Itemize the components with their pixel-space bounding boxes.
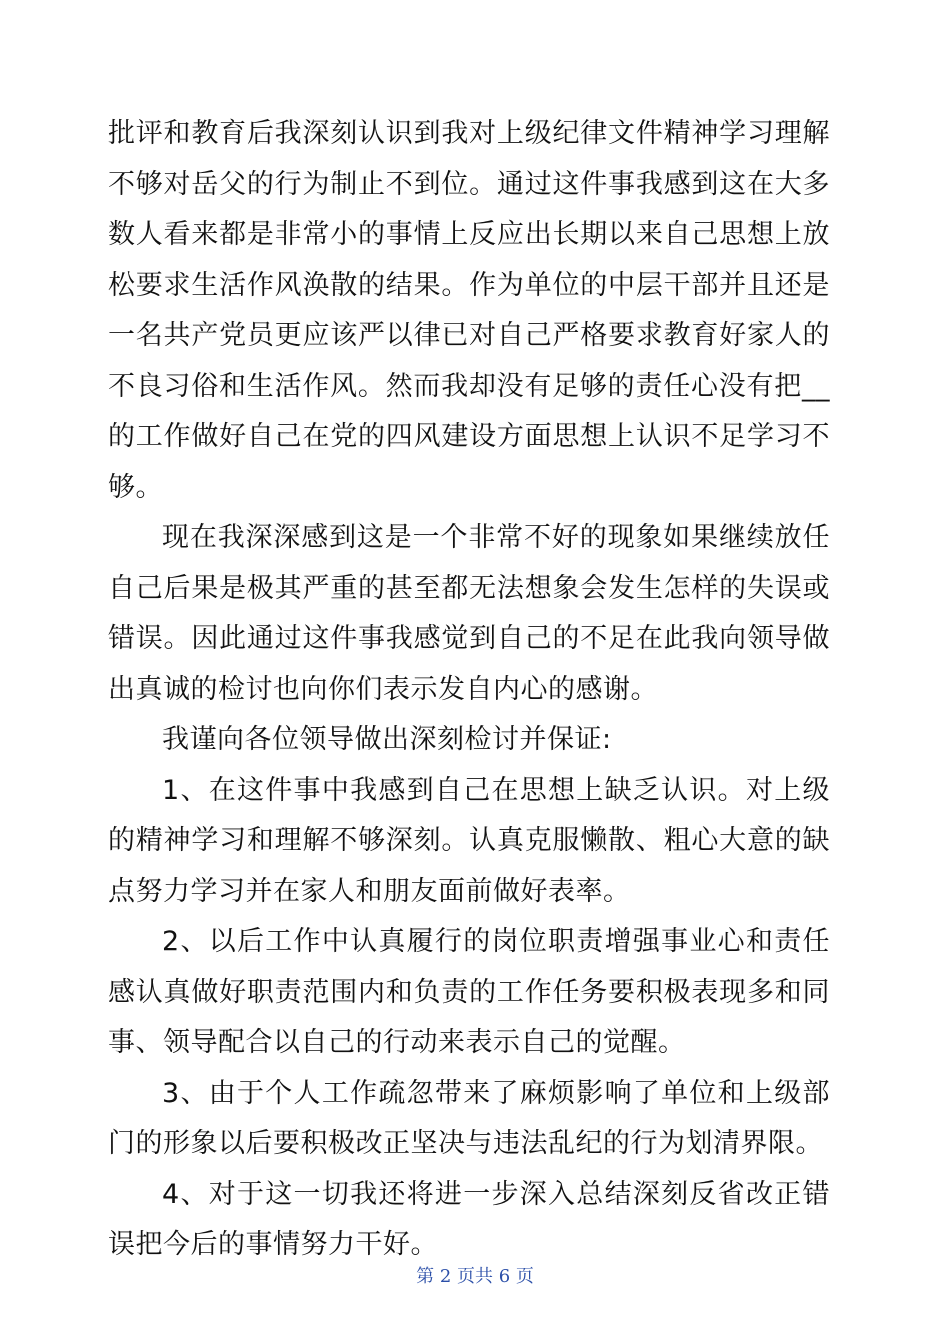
document-body (108, 109, 830, 1271)
paragraph-6: 3、由于个人工作疏忽带来了麻烦影响了单位和上级部门的形象以后要积极改正坚决与违法乱纪的行为划清界限。 (108, 1077, 830, 1159)
paragraph-4: 1、在这件事中我感到自己在思想上缺乏认识。对上级的精神学习和理解不够深刻。认真克服懒散、粗心大意的缺点努力学习并在家人和朋友面前做好表率。 (108, 774, 830, 907)
paragraph-2: 现在我深深感到这是一个非常不好的现象如果继续放任自己后果是极其严重的甚至都无法想象会发生怎样的失误或错误。因此通过这件事我感觉到自己的不足在此我向领导做出真诚的检讨也向你们表示发自内心的感谢。 (108, 522, 830, 705)
paragraph-7: 4、对于这一切我还将进一步深入总结深刻反省改正错误把今后的事情努力干好。 (108, 1178, 830, 1260)
paragraph-1: 批评和教育后我深刻认识到我对上级纪律文件精神学习理解不够对岳父的行为制止不到位。通过这件事我感到这在大多数人看来都是非常小的事情上反应出长期以来自己思想上放松要求生活作风涣散的结果。作为单位的中层干部并且还是一名共产党员更应该严以律已对自己严格要求教育好家人的不良习俗和生活作风。然而我却没有足够的责任心没有把__的工作做好自己在党的四风建设方面思想上认识不足学习不够。 (108, 118, 830, 503)
paragraph-3: 我谨向各位领导做出深刻检讨并保证: (162, 724, 612, 755)
paragraph-5: 2、以后工作中认真履行的岗位职责增强事业心和责任感认真做好职责范围内和负责的工作任务要积极表现多和同事、领导配合以自己的行动来表示自己的觉醒。 (108, 926, 830, 1058)
page-number-footer: 第 2 页共 6 页 (416, 1266, 534, 1287)
